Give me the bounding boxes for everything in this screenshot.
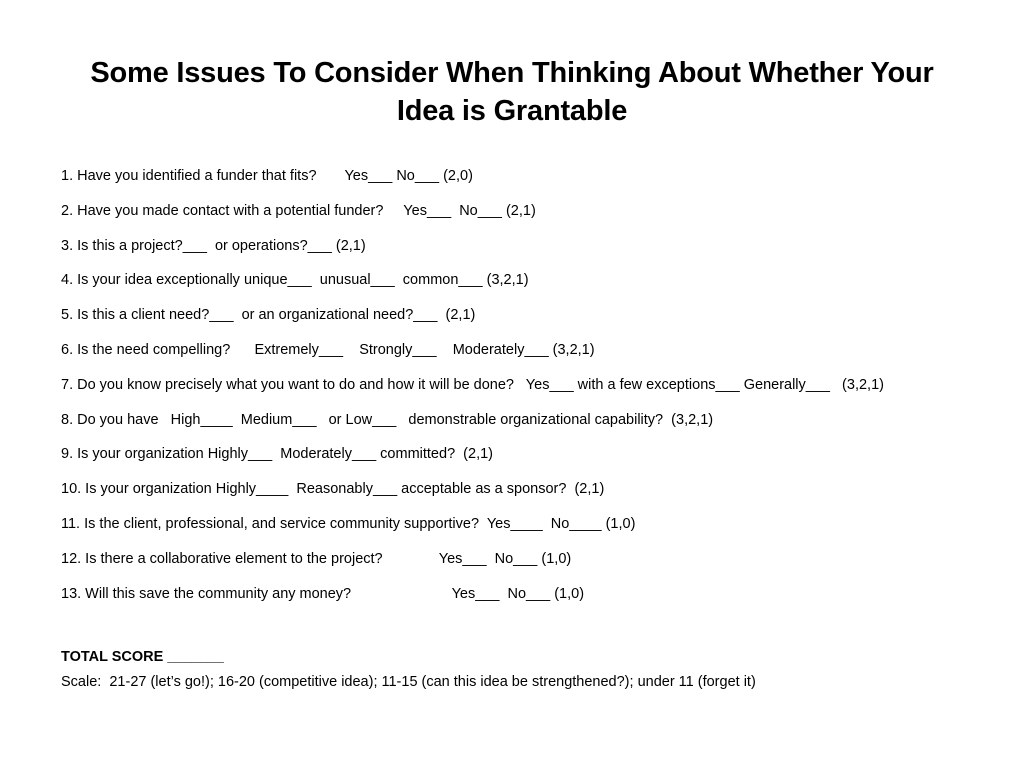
question-item-10: 10. Is your organization Highly____ Reasonably___ acceptable as a sponsor? (2,1) <box>61 481 605 498</box>
question-item-6: 6. Is the need compelling? Extremely___ Strongly___ Moderately___ (3,2,1) <box>61 341 595 358</box>
scale-text: Scale: 21-27 (let’s go!); 16-20 (competitive idea); 11-15 (can this idea be strengthened?); under 11 (forget it) <box>61 674 756 690</box>
question-item-12: 12. Is there a collaborative element to the project? Yes___ No___ (1,0) <box>61 550 572 567</box>
question-item-13: 13. Will this save the community any money? Yes___ No___ (1,0) <box>61 585 585 602</box>
question-item-7: 7. Do you know precisely what you want to do and how it will be done? Yes___ with a few exceptions___ Generally___ (3,2,1) <box>61 376 884 393</box>
question-item-9: 9. Is your organization Highly___ Moderately___ committed? (2,1) <box>61 446 493 463</box>
question-item-8: 8. Do you have High____ Medium___ or Low___ demonstrable organizational capability? (3,2,1) <box>61 411 714 428</box>
question-item-5: 5. Is this a client need?___ or an organizational need?___ (2,1) <box>61 307 476 324</box>
page-title: Some Issues To Consider When Thinking About Whether Your Idea is Grantable <box>90 57 934 127</box>
question-item-4: 4. Is your idea exceptionally unique___ unusual___ common___ (3,2,1) <box>61 272 529 289</box>
question-item-1: 1. Have you identified a funder that fits? Yes___ No___ (2,0) <box>61 168 473 184</box>
question-list <box>61 166 1001 618</box>
question-item-3: 3. Is this a project?___ or operations?___ (2,1) <box>61 237 366 254</box>
question-item-11: 11. Is the client, professional, and service community supportive? Yes____ No____ (1,0) <box>61 515 636 532</box>
question-item-2: 2. Have you made contact with a potential funder? Yes___ No___ (2,1) <box>61 202 536 219</box>
total-score-label: TOTAL SCORE _______ <box>61 649 224 665</box>
